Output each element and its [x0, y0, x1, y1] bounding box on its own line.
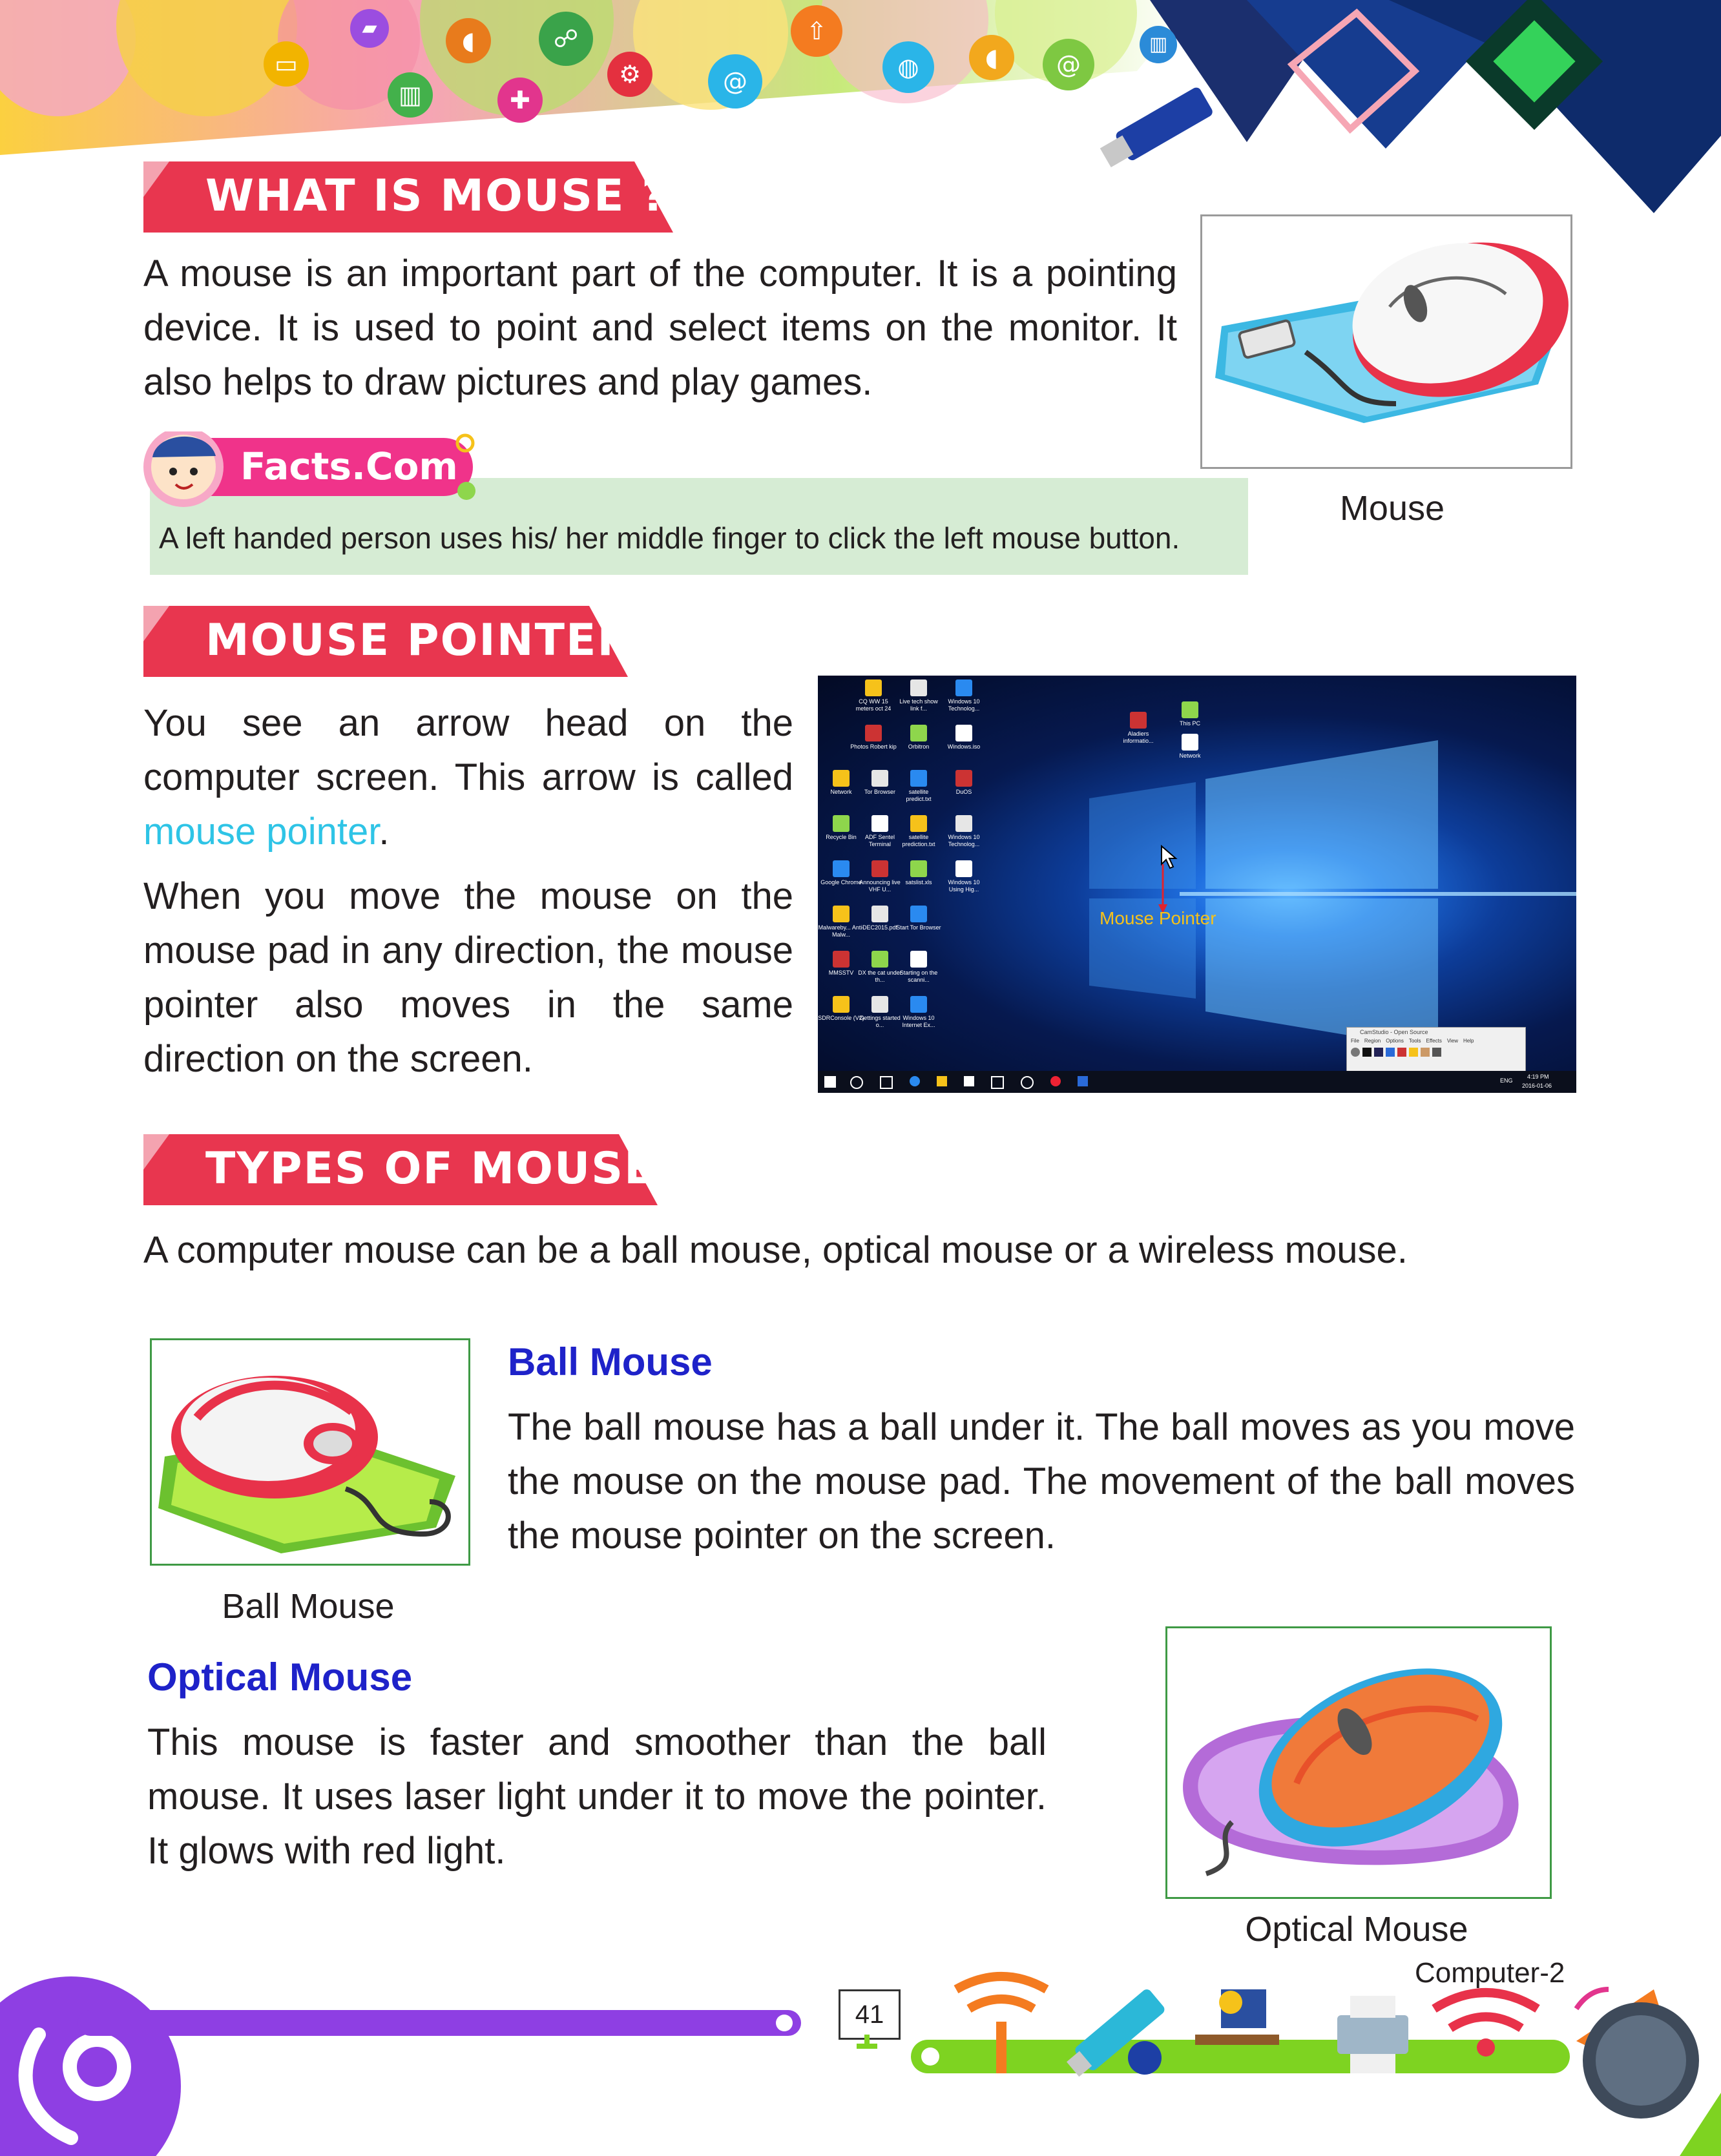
- paragraph-text: The ball mouse has a ball under it. The ball moves as you move the mouse on the mouse pad. The movement of the ball moves the mouse pointer on the screen.: [508, 1406, 1575, 1557]
- monitor-icon: ▭: [264, 41, 309, 87]
- desktop-icon-label: ADF Sentel Terminal: [864, 834, 895, 847]
- desktop-icon-label: Aladiers informatio...: [1123, 731, 1154, 744]
- desktop-file-icon: [955, 815, 972, 832]
- gamepad-icon: ✚: [497, 78, 543, 123]
- desktop-file-icon: [871, 815, 888, 832]
- desktop-file-icon: [910, 860, 927, 877]
- desktop-icon-label: Windows 10 Technolog...: [948, 834, 980, 847]
- desktop-icon-label: Windows 10 Technolog...: [948, 698, 980, 712]
- desktop-file-icon: [871, 951, 888, 968]
- taskbar-time: 4:19 PM: [1527, 1073, 1549, 1080]
- window-menu-item[interactable]: Options: [1386, 1038, 1404, 1044]
- what-is-mouse-paragraph: [143, 247, 1177, 409]
- mouse-pointer-paragraph-1: [143, 696, 793, 859]
- desktop-icon-label: Start Tor Browser: [896, 924, 941, 931]
- desktop-file-icon: [910, 679, 927, 696]
- mouse-pointer-label: Mouse Pointer: [1100, 908, 1216, 928]
- paragraph-text-start: You see an arrow head on the computer screen. This arrow is called: [143, 702, 793, 798]
- desktop-icon-label: SDRConsole (V2): [818, 1015, 864, 1021]
- desktop-file-icon: [910, 770, 927, 787]
- desktop-icon-label: Live tech show link f...: [899, 698, 938, 712]
- desktop-icon-label: Starting on the scanni...: [899, 969, 938, 983]
- desktop-icon-label: DEC2015.pdf: [862, 924, 898, 931]
- desktop-file-icon: [833, 860, 850, 877]
- desktop-file-icon: [1182, 701, 1198, 718]
- ball-mouse-caption: Ball Mouse: [222, 1587, 395, 1626]
- desktop-file-icon: [833, 815, 850, 832]
- facts-badge-label: Facts.Com: [240, 444, 458, 488]
- desktop-screenshot: [818, 676, 1576, 1093]
- upload-icon: ⇧: [791, 5, 842, 57]
- optical-mouse-caption: Optical Mouse: [1245, 1910, 1468, 1949]
- ball-mouse-image: [150, 1338, 470, 1566]
- desktop-icon-label: Windows.iso: [947, 743, 981, 750]
- window-toolbar: [1347, 1045, 1525, 1059]
- section-banner-mouse-pointer: [143, 606, 632, 677]
- desktop-icon-label: DX the cat under th...: [858, 969, 902, 983]
- page-number: 41: [839, 1989, 901, 2040]
- section-banner-what-is-mouse: [143, 161, 673, 233]
- desktop-icon[interactable]: [895, 770, 942, 803]
- page-number-stand-icon: [854, 2035, 880, 2050]
- desktop-icon-label: DuOS: [955, 789, 972, 795]
- desktop-file-icon: [910, 996, 927, 1013]
- desktop-icon-label: Gettings started o...: [859, 1015, 901, 1028]
- desktop-icon-label: satellite predict.txt: [906, 789, 932, 802]
- window-menu-item[interactable]: Effects: [1426, 1038, 1442, 1044]
- facts-badge: [143, 431, 466, 503]
- section-heading: MOUSE POINTER: [205, 615, 632, 666]
- desktop-file-icon: [910, 815, 927, 832]
- desktop-icon-label: Malwareby... Anti-Malw...: [818, 924, 864, 938]
- desktop-file-icon: [910, 951, 927, 968]
- book-title: Computer-2: [1415, 1957, 1565, 1989]
- desktop-icon[interactable]: [1167, 734, 1213, 760]
- desktop-icon-label: Network: [830, 789, 852, 795]
- highlight-term: mouse pointer: [143, 811, 379, 853]
- mouse-icon: ◖: [446, 18, 491, 63]
- desktop-file-icon: [955, 725, 972, 741]
- desktop-icon[interactable]: [895, 906, 942, 931]
- ball-mouse-paragraph: [508, 1400, 1575, 1563]
- paragraph-text: This mouse is faster and smoother than the ball mouse. It uses laser light under it to move the pointer. It glows with red light.: [147, 1721, 1047, 1872]
- desktop-icon-label: Recycle Bin: [826, 834, 857, 840]
- desktop-icon[interactable]: [895, 725, 942, 751]
- paragraph-text: When you move the mouse on the mouse pad in any direction, the mouse pointer also moves in the same direction on the screen.: [143, 875, 793, 1080]
- start-button[interactable]: [824, 1076, 836, 1088]
- facts-text: A left handed person uses his/ her middle finger to click the left mouse button.: [159, 521, 1180, 555]
- at-sign-icon: @: [708, 54, 762, 109]
- desktop-icon[interactable]: [895, 860, 942, 886]
- desktop-file-icon: [955, 679, 972, 696]
- paragraph-text-end: .: [379, 811, 390, 853]
- desktop-icon[interactable]: [941, 815, 987, 848]
- paragraph-text: [143, 696, 793, 859]
- taskbar-date: 2016-01-06: [1522, 1083, 1552, 1089]
- desktop-icon[interactable]: [1115, 712, 1162, 745]
- globe-icon: ◍: [882, 41, 934, 93]
- mouse-image: [1200, 214, 1572, 469]
- desktop-file-icon: [871, 770, 888, 787]
- folder-icon: ▰: [350, 9, 389, 48]
- taskbar-language: ENG: [1500, 1077, 1513, 1084]
- desktop-icon-label: satellite prediction.txt: [902, 834, 935, 847]
- window-menu-item[interactable]: Help: [1463, 1038, 1474, 1044]
- window-menu: [1347, 1037, 1525, 1045]
- desktop-icon[interactable]: [895, 951, 942, 984]
- desktop-file-icon: [871, 996, 888, 1013]
- settings-gears-icon: ⚙: [607, 52, 652, 97]
- desktop-icon-label: MMSSTV: [828, 969, 854, 976]
- desktop-icon-label: This PC: [1179, 720, 1200, 727]
- window-menu-item[interactable]: View: [1446, 1038, 1459, 1044]
- at-sign-icon-2: @: [1043, 39, 1094, 90]
- desktop-file-icon: [833, 951, 850, 968]
- desktop-icon-label: Windows 10 Internet Ex...: [902, 1015, 935, 1028]
- desktop-icon-label: Network: [1179, 752, 1201, 759]
- desktop-icon-label: Announcing live VHF U...: [859, 879, 901, 893]
- app-window: [1346, 1027, 1526, 1075]
- desktop-icon[interactable]: [941, 679, 987, 712]
- bar-chart-icon: ▥: [1140, 26, 1177, 63]
- optical-mouse-title: Optical Mouse: [147, 1655, 413, 1699]
- desktop-icon-label: Photos Robert kip: [850, 743, 897, 750]
- desktop-file-icon: [910, 725, 927, 741]
- desktop-icon[interactable]: [895, 996, 942, 1029]
- window-menu-item[interactable]: Tools: [1408, 1038, 1421, 1044]
- section-heading: TYPES OF MOUSE: [205, 1143, 656, 1194]
- desktop-file-icon: [865, 725, 882, 741]
- desktop-icon[interactable]: [895, 679, 942, 712]
- desktop-icon-label: satslist.xls: [905, 879, 932, 886]
- mouse-image-caption: Mouse: [1339, 489, 1445, 528]
- desktop-icon-label: Windows 10 Using Hig...: [948, 879, 980, 893]
- optical-mouse-image: [1165, 1626, 1552, 1899]
- desktop-file-icon: [833, 770, 850, 787]
- desktop-file-icon: [910, 906, 927, 922]
- desktop-file-icon: [871, 860, 888, 877]
- desktop-icon-label: Orbitron: [908, 743, 930, 750]
- desktop-icon[interactable]: [941, 770, 987, 796]
- types-of-mouse-intro: A computer mouse can be a ball mouse, optical mouse or a wireless mouse.: [143, 1229, 1408, 1271]
- taskbar-app-icons: [850, 1076, 1088, 1089]
- window-title: CamStudio - Open Source: [1360, 1029, 1428, 1035]
- desktop-file-icon: [955, 860, 972, 877]
- desktop-icon-label: Google Chrome: [820, 879, 862, 886]
- header-decoration: [0, 0, 1721, 168]
- desktop-icon[interactable]: [941, 725, 987, 751]
- desktop-icon-label: Tor Browser: [864, 789, 895, 795]
- window-menu-item[interactable]: File: [1351, 1038, 1359, 1044]
- desktop-file-icon: [1130, 712, 1147, 729]
- taskbar: [818, 1071, 1576, 1093]
- network-people-icon: ☍: [539, 12, 593, 66]
- desktop-file-icon: [865, 679, 882, 696]
- optical-mouse-paragraph: [147, 1715, 1047, 1878]
- desktop-file-icon: [871, 906, 888, 922]
- desktop-file-icon: [955, 770, 972, 787]
- ball-mouse-title: Ball Mouse: [508, 1340, 713, 1384]
- desktop-icon[interactable]: [895, 815, 942, 848]
- desktop-file-icon: [833, 996, 850, 1013]
- desktop-icon[interactable]: [850, 725, 897, 751]
- paragraph-text: A mouse is an important part of the computer. It is a pointing device. It is used to point and select items on the monitor. It also helps to draw pictures and play games.: [143, 253, 1177, 403]
- desktop-icon[interactable]: [1167, 701, 1213, 727]
- chart-icon: ▥: [388, 72, 433, 118]
- section-banner-types-of-mouse: [143, 1134, 658, 1205]
- section-heading: WHAT IS MOUSE ?: [205, 171, 669, 222]
- mouse-pointer-paragraph-2: [143, 869, 793, 1086]
- mouse-icon-2: ◖: [969, 35, 1014, 80]
- window-menu-item[interactable]: Region: [1364, 1038, 1381, 1044]
- desktop-icon[interactable]: [850, 679, 897, 712]
- desktop-file-icon: [833, 906, 850, 922]
- desktop-icon[interactable]: [941, 860, 987, 893]
- desktop-icon-label: CQ WW 15 meters oct 24: [855, 698, 892, 712]
- desktop-file-icon: [1182, 734, 1198, 751]
